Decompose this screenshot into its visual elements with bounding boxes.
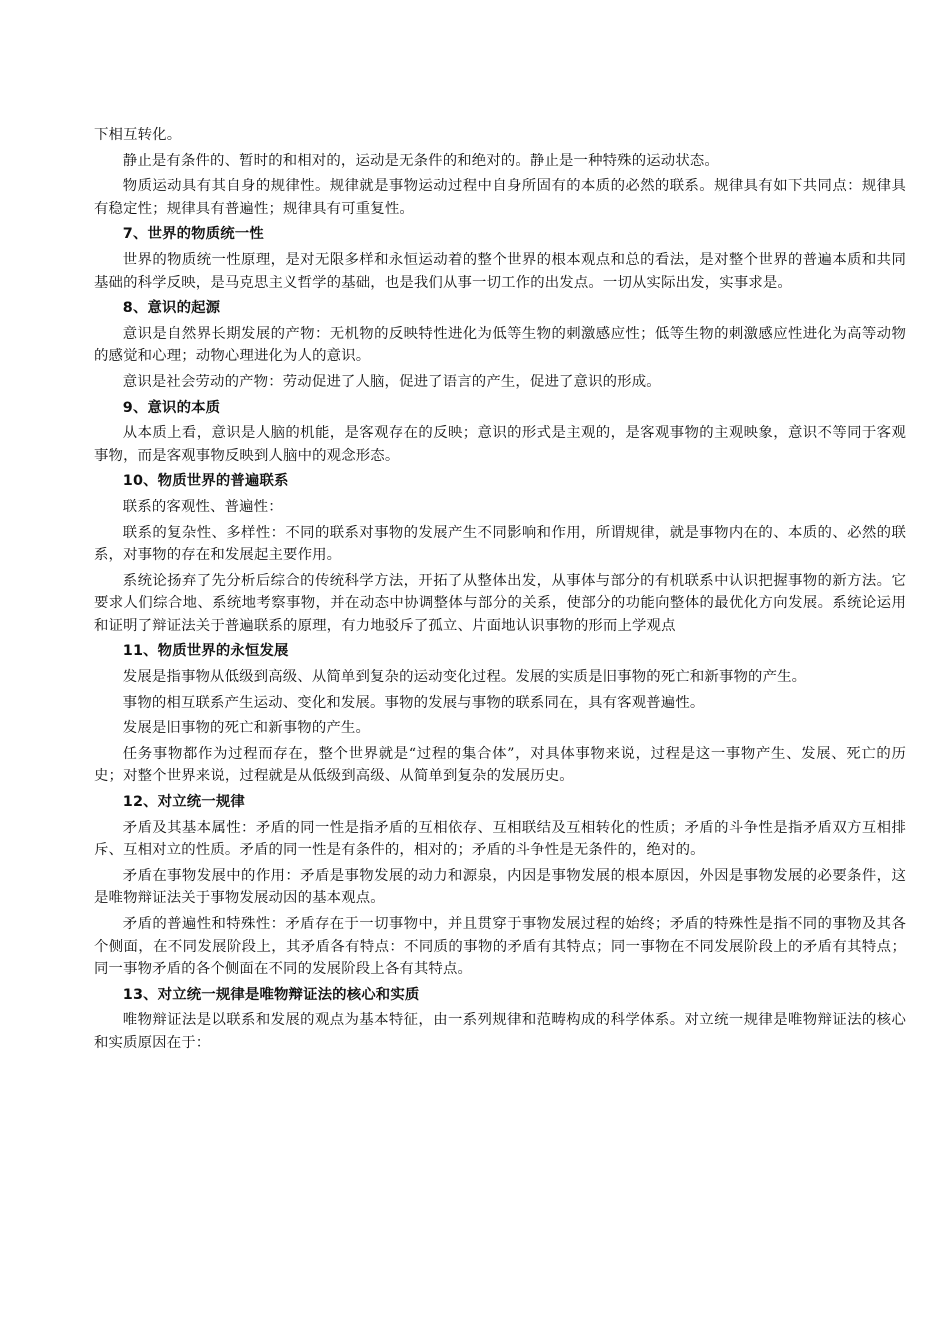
section-heading: 13、对立统一规律是唯物辩证法的核心和实质 — [122, 986, 420, 1003]
paragraph: 静止是有条件的、暂时的和相对的，运动是无条件的和绝对的。静止是一种特殊的运动状态。 — [122, 152, 719, 169]
paragraph: 发展是旧事物的死亡和新事物的产生。 — [122, 720, 370, 737]
section-heading: 9、意识的本质 — [122, 399, 221, 416]
section-heading: 12、对立统一规律 — [122, 794, 245, 811]
paragraph: 意识是社会劳动的产物：劳动促进了人脑，促进了语言的产生，促进了意识的形成。 — [122, 373, 661, 390]
paragraph: 意识是自然界长期发展的产物：无机物的反映特性进化为低等生物的刺激感应性；低等生物的刺激感应性进化为高等动物的感觉和心理；动物心理进化为人的意识。 — [94, 325, 906, 365]
paragraph: 矛盾及其基本属性：矛盾的同一性是指矛盾的互相依存、互相联结及互相转化的性质；矛盾的斗争性是指矛盾双方互相排斥、互相对立的性质。矛盾的同一性是有条件的，相对的；矛盾的斗争性是无条件的，绝对的。 — [94, 819, 906, 859]
paragraph: 系统论扬弃了先分析后综合的传统科学方法，开拓了从整体出发，从事体与部分的有机联系中认识把握事物的新方法。它要求人们综合地、系统地考察事物，并在动态中协调整体与部分的关系，使部分的功能向整体的最优化方向发展。系统论运用和证明了辩证法关于普遍联系的原理，有力地驳斥了孤立、片面地认识事物的形而上学观点 — [94, 572, 906, 634]
section-heading: 10、物质世界的普遍联系 — [122, 473, 289, 490]
paragraph: 发展是指事物从低级到高级、从简单到复杂的运动变化过程。发展的实质是旧事物的死亡和新事物的产生。 — [122, 669, 807, 686]
paragraph: 世界的物质统一性原理，是对无限多样和永恒运动着的整个世界的根本观点和总的看法，是对整个世界的普遍本质和共同基础的科学反映，是马克思主义哲学的基础，也是我们从事一切工作的出发点。一切从实际出发，实事求是。 — [94, 251, 906, 291]
section-heading: 8、意识的起源 — [122, 300, 221, 317]
paragraph: 联系的复杂性、多样性：不同的联系对事物的发展产生不同影响和作用，所谓规律，就是事物内在的、本质的、必然的联系，对事物的存在和发展起主要作用。 — [94, 524, 906, 564]
paragraph: 矛盾的普遍性和特殊性：矛盾存在于一切事物中，并且贯穿于事物发展过程的始终；矛盾的特殊性是指不同的事物及其各个侧面，在不同发展阶段上，其矛盾各有特点：不同质的事物的矛盾有其特点；同一事物在不同发展阶段上的矛盾有其特点；同一事物矛盾的各个侧面在不同的发展阶段上各有其特点。 — [94, 916, 906, 978]
paragraph: 矛盾在事物发展中的作用：矛盾是事物发展的动力和源泉，内因是事物发展的根本原因，外因是事物发展的必要条件，这是唯物辩证法关于事物发展动因的基本观点。 — [94, 867, 906, 907]
paragraph: 事物的相互联系产生运动、变化和发展。事物的发展与事物的联系同在，具有客观普遍性。 — [122, 694, 705, 711]
paragraph: 联系的客观性、普遍性： — [122, 498, 283, 515]
paragraph: 任务事物都作为过程而存在，整个世界就是“过程的集合体”，对具体事物来说，过程是这一事物产生、发展、死亡的历史；对整个世界来说，过程就是从低级到高级、从简单到复杂的发展历史。 — [94, 745, 906, 785]
paragraph: 物质运动具有其自身的规律性。规律就是事物运动过程中自身所固有的本质的必然的联系。规律具有如下共同点：规律具有稳定性；规律具有普遍性；规律具有可重复性。 — [94, 178, 906, 217]
paragraph: 唯物辩证法是以联系和发展的观点为基本特征，由一系列规律和范畴构成的科学体系。对立统一规律是唯物辩证法的核心和实质原因在于： — [94, 1012, 906, 1051]
paragraph: 从本质上看，意识是人脑的机能，是客观存在的反映；意识的形式是主观的，是客观事物的主观映象，意识不等同于客观事物，而是客观事物反映到人脑中的观念形态。 — [94, 425, 906, 464]
document-page — [94, 124, 906, 1058]
section-heading: 11、物质世界的永恒发展 — [122, 643, 289, 660]
section-heading: 7、世界的物质统一性 — [122, 226, 264, 243]
paragraph: 下相互转化。 — [94, 127, 182, 143]
